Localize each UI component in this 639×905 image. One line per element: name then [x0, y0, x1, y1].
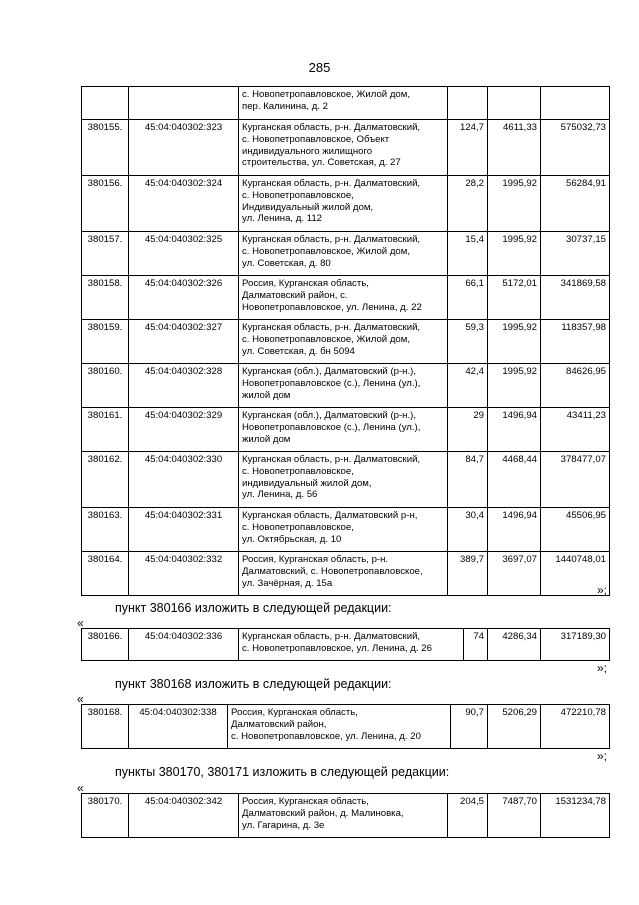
address-cell: Курганская область, р-н. Далматовский, с. Новопетропавловское, ул. Ленина, д. 26	[239, 629, 464, 661]
cadastral-number-cell: 45:04:040302:328	[129, 364, 239, 408]
cadastral-value-cell: 56284,91	[541, 176, 610, 232]
closing-quote: »;	[597, 749, 608, 763]
cadastral-value-cell: 45506,95	[541, 508, 610, 552]
cadastral-value-cell: 341869,58	[541, 276, 610, 320]
unit-price-cell: 4468,44	[488, 452, 541, 508]
cadastral-value-cell: 1440748,01	[541, 552, 610, 596]
cadastral-value-cell: 84626,95	[541, 364, 610, 408]
record-number-cell: 380162.	[82, 452, 129, 508]
closing-quote: »;	[597, 583, 608, 597]
unit-price-cell: 1995,92	[488, 176, 541, 232]
cadastral-number-cell: 45:04:040302:323	[129, 120, 239, 176]
amended-table-body	[82, 705, 610, 749]
unit-price-cell: 1995,92	[488, 320, 541, 364]
amended-table-body	[82, 629, 610, 661]
closing-quote: »;	[597, 661, 608, 675]
amended-table-380170	[81, 793, 610, 838]
record-number-cell: 380166.	[82, 629, 129, 661]
address-cell: с. Новопетропавловское, Жилой дом, пер. Калинина, д. 2	[239, 87, 448, 120]
record-number-cell: 380159.	[82, 320, 129, 364]
table-row	[82, 320, 610, 364]
record-number-cell: 380164.	[82, 552, 129, 596]
record-number-cell: 380170.	[82, 794, 129, 838]
cadastral-value-cell: 1531234,78	[541, 794, 610, 838]
record-number-cell: 380160.	[82, 364, 129, 408]
cadastral-value-cell: 30737,15	[541, 232, 610, 276]
amendment-paragraph-3: пункты 380170, 380171 изложить в следующей редакции:	[115, 765, 450, 779]
amendment-paragraph-1: пункт 380166 изложить в следующей редакции:	[115, 601, 392, 615]
area-cell: 42,4	[448, 364, 488, 408]
address-cell: Курганская (обл.), Далматовский (р-н.), Новопетропавловское (с.), Ленина (ул.), жилой дом	[239, 408, 448, 452]
area-cell: 28,2	[448, 176, 488, 232]
page-number: 285	[308, 60, 331, 75]
table-row	[82, 629, 610, 661]
area-cell: 389,7	[448, 552, 488, 596]
table-row	[82, 364, 610, 408]
unit-price-cell: 7487,70	[488, 794, 541, 838]
cadastral-number-cell: 45:04:040302:324	[129, 176, 239, 232]
area-cell: 84,7	[448, 452, 488, 508]
unit-price-cell: 4611,33	[488, 120, 541, 176]
table-row	[82, 552, 610, 596]
record-number-cell	[82, 87, 129, 120]
unit-price-cell	[488, 87, 541, 120]
address-cell: Россия, Курганская область, Далматовский район, с. Новопетропавловское, ул. Ленина, д. 22	[239, 276, 448, 320]
cadastral-number-cell: 45:04:040302:325	[129, 232, 239, 276]
cadastral-value-cell	[541, 87, 610, 120]
address-cell: Курганская область, р-н. Далматовский, с. Новопетропавловское, индивидуальный жилой дом, ул. Ленина, д. 56	[239, 452, 448, 508]
table-row	[82, 120, 610, 176]
record-number-cell: 380155.	[82, 120, 129, 176]
area-cell: 66,1	[448, 276, 488, 320]
property-table	[81, 86, 610, 596]
cadastral-number-cell: 45:04:040302:331	[129, 508, 239, 552]
unit-price-cell: 1496,94	[488, 508, 541, 552]
cadastral-value-cell: 43411,23	[541, 408, 610, 452]
area-cell: 90,7	[451, 705, 488, 749]
cadastral-number-cell: 45:04:040302:327	[129, 320, 239, 364]
table-row	[82, 705, 610, 749]
cadastral-number-cell: 45:04:040302:338	[129, 705, 228, 749]
cadastral-number-cell: 45:04:040302:342	[129, 794, 239, 838]
unit-price-cell: 3697,07	[488, 552, 541, 596]
area-cell: 30,4	[448, 508, 488, 552]
cadastral-number-cell: 45:04:040302:336	[129, 629, 239, 661]
address-cell: Курганская область, Далматовский р-н, с. Новопетропавловское, ул. Октябрьская, д. 10	[239, 508, 448, 552]
address-cell: Курганская область, р-н. Далматовский, с. Новопетропавловское, Объект индивидуального жилищного строительства, ул. Советская, д. 27	[239, 120, 448, 176]
cadastral-value-cell: 472210,78	[541, 705, 610, 749]
area-cell: 124,7	[448, 120, 488, 176]
amendment-paragraph-2: пункт 380168 изложить в следующей редакции:	[115, 677, 392, 691]
area-cell: 204,5	[448, 794, 488, 838]
cadastral-value-cell: 378477,07	[541, 452, 610, 508]
property-table-body	[82, 87, 610, 596]
record-number-cell: 380158.	[82, 276, 129, 320]
address-cell: Курганская (обл.), Далматовский (р-н.), Новопетропавловское (с.), Ленина (ул.), жилой дом	[239, 364, 448, 408]
cadastral-value-cell: 575032,73	[541, 120, 610, 176]
table-row	[82, 276, 610, 320]
cadastral-value-cell: 118357,98	[541, 320, 610, 364]
record-number-cell: 380168.	[82, 705, 129, 749]
address-cell: Россия, Курганская область, Далматовский район, д. Малиновка, ул. Гагарина, д. 3е	[239, 794, 448, 838]
cadastral-number-cell: 45:04:040302:330	[129, 452, 239, 508]
opening-quote: «	[77, 781, 84, 795]
area-cell: 74	[464, 629, 488, 661]
address-cell: Россия, Курганская область, Далматовский район, с. Новопетропавловское, ул. Ленина, д. 20	[228, 705, 451, 749]
record-number-cell: 380161.	[82, 408, 129, 452]
unit-price-cell: 1496,94	[488, 408, 541, 452]
opening-quote: «	[77, 616, 84, 630]
address-cell: Россия, Курганская область, р-н. Далматовский, с. Новопетропавловское, ул. Зачёрная, д. 15а	[239, 552, 448, 596]
record-number-cell: 380157.	[82, 232, 129, 276]
record-number-cell: 380163.	[82, 508, 129, 552]
area-cell	[448, 87, 488, 120]
unit-price-cell: 4286,34	[488, 629, 541, 661]
opening-quote: «	[77, 692, 84, 706]
address-cell: Курганская область, р-н. Далматовский, с. Новопетропавловское, Жилой дом, ул. Советская, д. 80	[239, 232, 448, 276]
unit-price-cell: 1995,92	[488, 232, 541, 276]
unit-price-cell: 1995,92	[488, 364, 541, 408]
cadastral-number-cell: 45:04:040302:332	[129, 552, 239, 596]
table-row	[82, 408, 610, 452]
area-cell: 59,3	[448, 320, 488, 364]
amended-table-380166	[81, 628, 610, 661]
table-row	[82, 87, 610, 120]
table-row	[82, 232, 610, 276]
area-cell: 29	[448, 408, 488, 452]
table-row	[82, 794, 610, 838]
cadastral-number-cell: 45:04:040302:326	[129, 276, 239, 320]
table-row	[82, 452, 610, 508]
cadastral-value-cell: 317189,30	[541, 629, 610, 661]
table-row	[82, 508, 610, 552]
amended-table-body	[82, 794, 610, 838]
record-number-cell: 380156.	[82, 176, 129, 232]
table-row	[82, 176, 610, 232]
amended-table-380168	[81, 704, 610, 749]
cadastral-number-cell	[129, 87, 239, 120]
unit-price-cell: 5206,29	[488, 705, 541, 749]
address-cell: Курганская область, р-н. Далматовский, с. Новопетропавловское, Жилой дом, ул. Советская, д. бн 5094	[239, 320, 448, 364]
unit-price-cell: 5172,01	[488, 276, 541, 320]
address-cell: Курганская область, р-н. Далматовский, с. Новопетропавловское, Индивидуальный жилой дом, ул. Ленина, д. 112	[239, 176, 448, 232]
area-cell: 15,4	[448, 232, 488, 276]
cadastral-number-cell: 45:04:040302:329	[129, 408, 239, 452]
